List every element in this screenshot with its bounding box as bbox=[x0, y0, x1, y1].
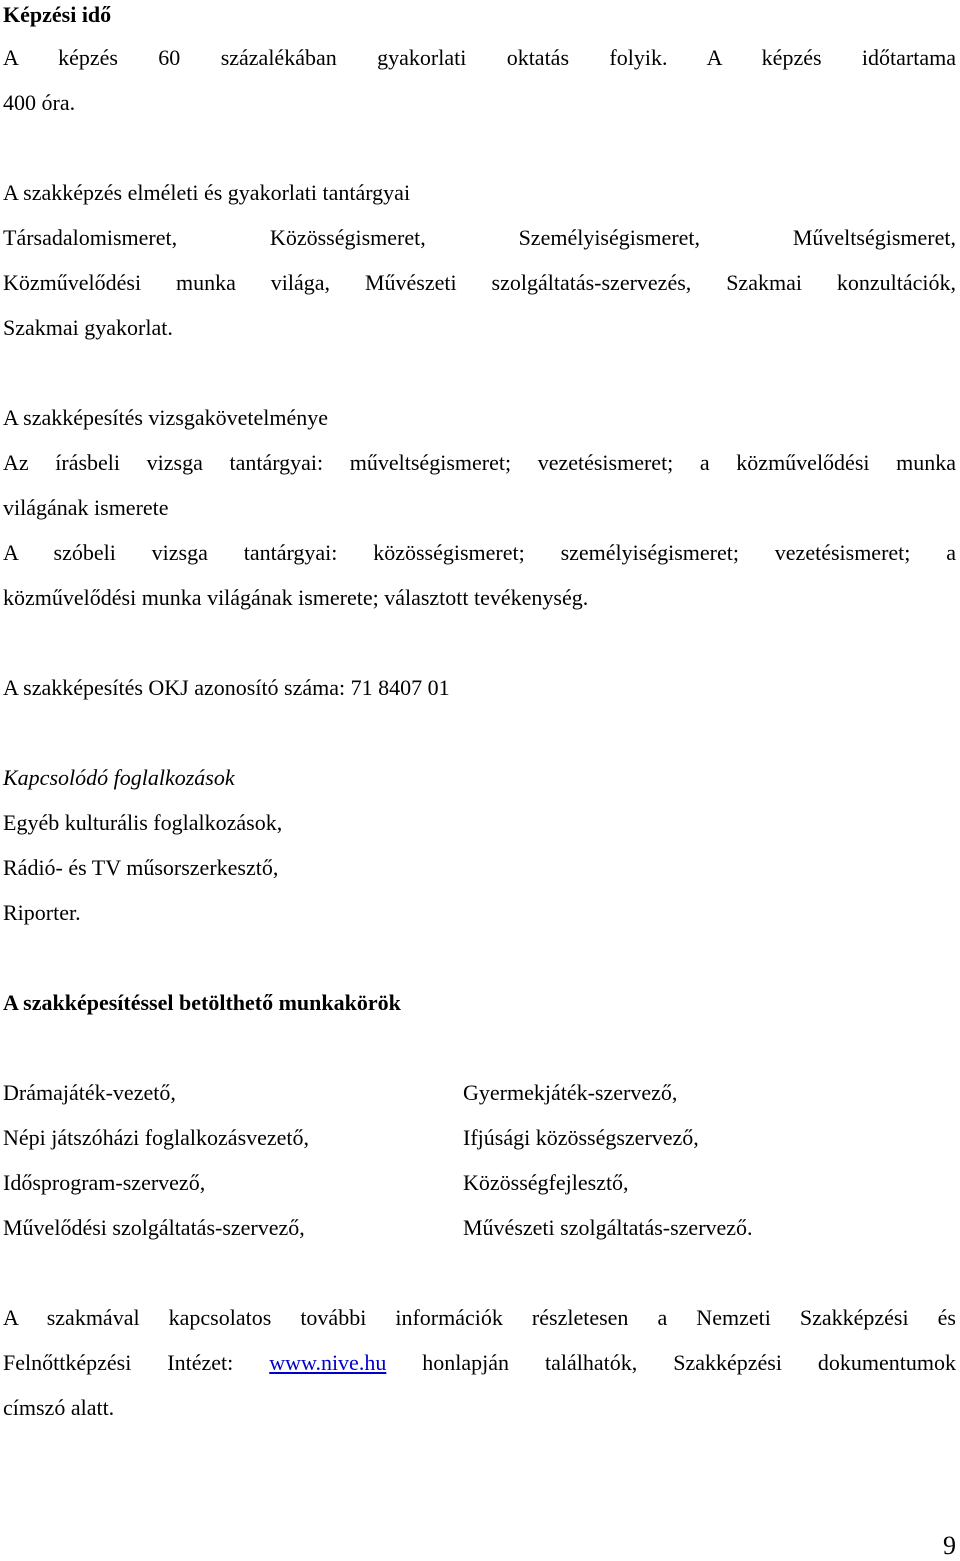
jobs-heading: A szakképesítéssel betölthető munkakörök bbox=[3, 990, 401, 1015]
exam-heading: A szakképesítés vizsgakövetelménye bbox=[3, 405, 329, 430]
job-item-right: Gyermekjáték-szervező, bbox=[463, 1080, 678, 1105]
info-line3: címszó alatt. bbox=[3, 1395, 115, 1420]
training-time-text-line1: A képzés 60 százalékában gyakorlati oktatás folyik. A képzés időtartama bbox=[3, 45, 956, 70]
info-line1: A szakmával kapcsolatos további információk részletesen a Nemzeti Szakképzési és bbox=[3, 1305, 956, 1330]
info-line2-after: honlapján találhatók, Szakképzési dokumentumok bbox=[422, 1350, 957, 1375]
page-number: 9 bbox=[943, 1531, 956, 1560]
subjects-heading: A szakképzés elméleti és gyakorlati tantárgyai bbox=[3, 180, 411, 205]
exam-oral-line1: A szóbeli vizsga tantárgyai: közösségismeret; személyiségismeret; vezetésismeret; a bbox=[3, 540, 956, 565]
job-item-right: Ifjúsági közösségszervező, bbox=[463, 1125, 699, 1150]
exam-written-line1: Az írásbeli vizsga tantárgyai: műveltségismeret; vezetésismeret; a közművelődési munka bbox=[3, 450, 956, 475]
nive-link[interactable]: www.nive.hu bbox=[269, 1350, 387, 1375]
job-item-right: Közösségfejlesztő, bbox=[463, 1170, 629, 1195]
related-heading: Kapcsolódó foglalkozások bbox=[3, 765, 235, 790]
job-item-left: Idősprogram-szervező, bbox=[3, 1170, 206, 1195]
training-time-text-line2: 400 óra. bbox=[3, 90, 76, 115]
related-item: Egyéb kulturális foglalkozások, bbox=[3, 810, 283, 835]
info-line2-before: Felnőttképzési Intézet: bbox=[3, 1350, 234, 1375]
job-item-left: Drámajáték-vezető, bbox=[3, 1080, 176, 1105]
exam-written-line2: világának ismerete bbox=[3, 495, 169, 520]
subjects-line1: Társadalomismeret, Közösségismeret, Személyiségismeret, Műveltségismeret, bbox=[3, 225, 956, 250]
related-item: Riporter. bbox=[3, 900, 81, 925]
job-item-right: Művészeti szolgáltatás-szervező. bbox=[463, 1215, 753, 1240]
exam-oral-line2: közművelődési munka világának ismerete; választott tevékenység. bbox=[3, 585, 589, 610]
okj-identifier: A szakképesítés OKJ azonosító száma: 71 8407 01 bbox=[3, 675, 450, 700]
subjects-line2: Közművelődési munka világa, Művészeti szolgáltatás-szervezés, Szakmai konzultációk, bbox=[3, 270, 956, 295]
info-line2 bbox=[3, 1349, 956, 1377]
related-item: Rádió- és TV műsorszerkesztő, bbox=[3, 855, 279, 880]
job-item-left: Népi játszóházi foglalkozásvezető, bbox=[3, 1125, 310, 1150]
training-time-heading: Képzési idő bbox=[3, 2, 112, 27]
subjects-line3: Szakmai gyakorlat. bbox=[3, 315, 173, 340]
job-item-left: Művelődési szolgáltatás-szervező, bbox=[3, 1215, 305, 1240]
